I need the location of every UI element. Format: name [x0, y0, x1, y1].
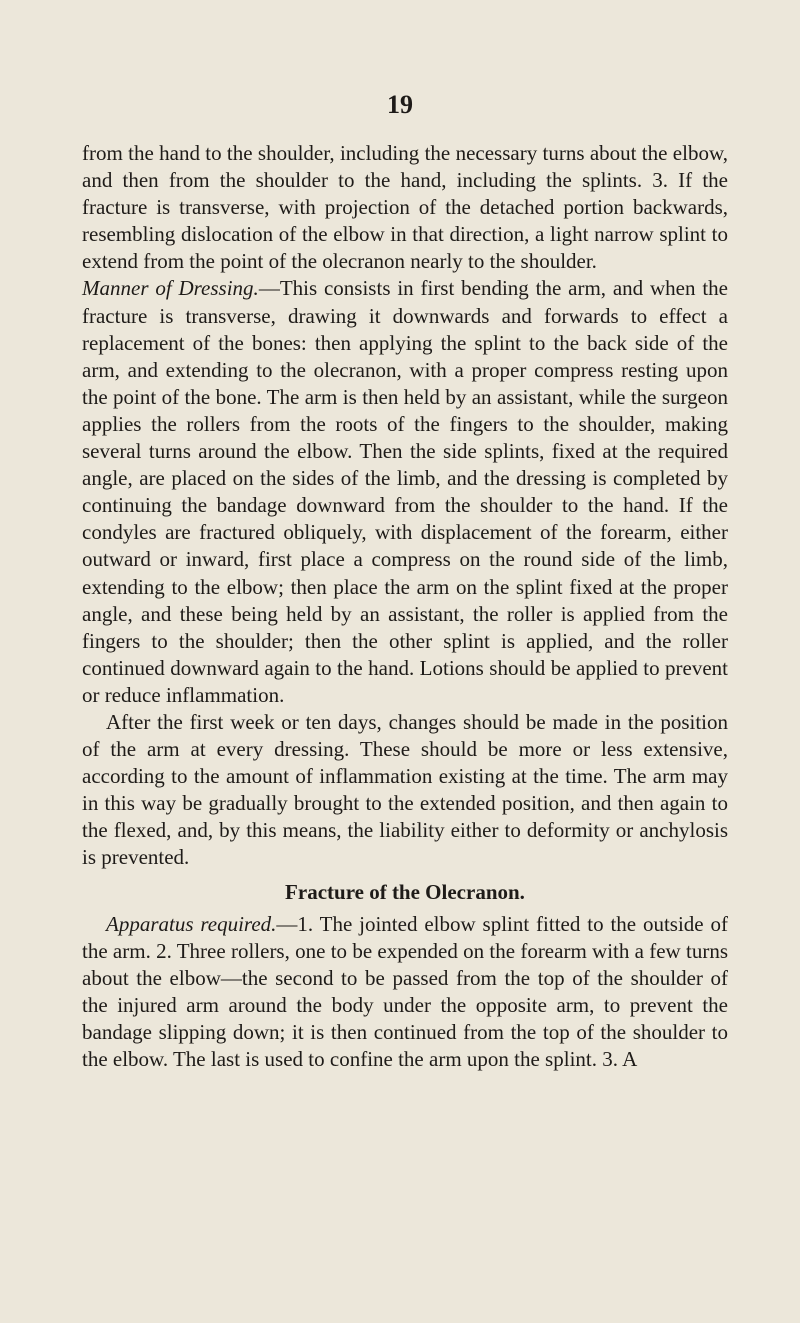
- paragraph-text: —1. The jointed elbow splint fitted to the outside of the arm. 2. Three rollers, one to be expended on the forearm with a few turns about the elbow—the second to be passed from the top of the shoulder of the injured arm around the body under the opposite arm, to prevent the bandage slipping down; it is then continued from the top of the shoulder to the elbow. The last is used to confine the arm upon the splint. 3. A: [82, 911, 728, 1072]
- paragraph-after-first-week: After the first week or ten days, changes should be made in the position of the arm at every dressing. These should be more or less extensive, according to the amount of inflammation existing at the time. The arm may in this way be gradually brought to the extended position, and then again to the flexed, and, by this means, the liability either to deformity or anchylosis is prevented.: [82, 709, 728, 870]
- run-in-heading-manner: Manner of Dressing.: [82, 276, 259, 301]
- page-number: 19: [387, 90, 413, 119]
- paragraph-continuation: from the hand to the shoulder, including the necessary turns about the elbow, and then from the shoulder to the hand, including the splints. 3. If the fracture is transverse, with projection of the detached portion backwards, resembling dislocation of the elbow in that direction, a light narrow splint to extend from the point of the olecranon nearly to the shoulder.: [82, 141, 728, 274]
- paragraph-text: —This consists in first bending the arm, and when the fracture is transverse, drawing it downwards and forwards to effect a replacement of the bones: then applying the splint to the back side of the arm, and extending to the olecranon, with a proper compress resting upon the point of the bone. The arm is then held by an assistant, while the surgeon applies the rollers from the roots of the fingers to the shoulder, making several turns around the elbow. Then the side splints, fixed at the required angle, are placed on the sides of the limb, and the dressing is completed by continuing the bandage downward from the shoulder to the hand. If the condyles are fractured obliquely, with displacement of the forearm, either outward or inward, first place a compress on the round side of the limb, extending to the elbow; then place the arm on the splint fixed at the proper angle, and these being held by an assistant, the roller is applied from the fingers to the shoulder; then the other splint is applied, and the roller continued downward again to the hand. Lotions should be applied to prevent or reduce inflammation.: [82, 276, 728, 707]
- section-heading: Fracture of the Olecranon.: [285, 879, 525, 904]
- page-body: [82, 140, 728, 1073]
- paragraph-apparatus: [82, 911, 728, 1074]
- paragraph-manner-of-dressing: [82, 275, 728, 709]
- run-in-heading-apparatus: Apparatus required.: [106, 911, 277, 936]
